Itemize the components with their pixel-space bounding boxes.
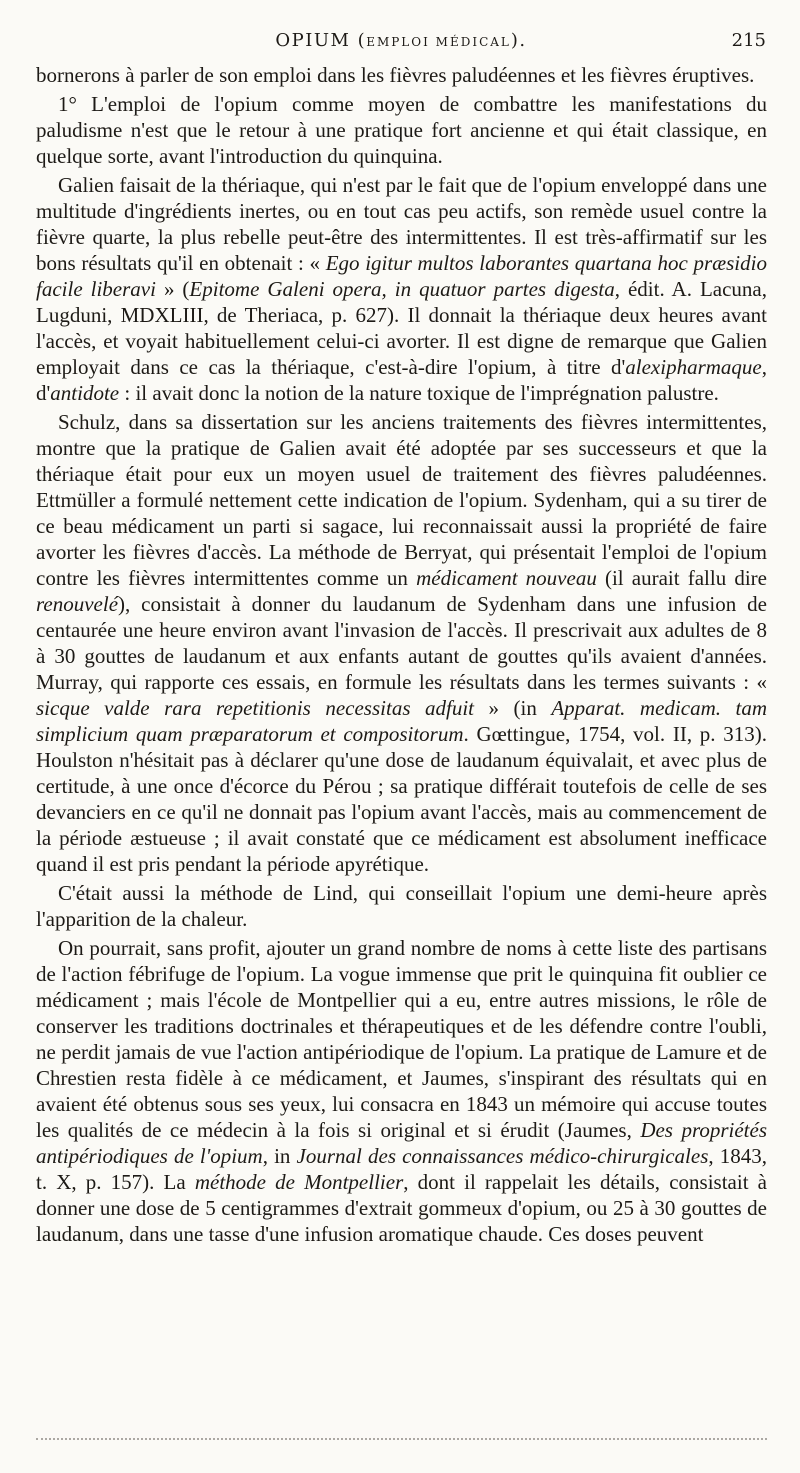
italic-run: alexipharmaque — [625, 355, 762, 379]
text-run: » ( — [155, 277, 190, 301]
text-run: ), consistait à donner du laudanum de Sydenham dans une infusion de centaurée une heure environ avant l'invasion de l'accès. Il prescrivait aux adultes de 8 à 30 gouttes de laudanum et aux enfants autant de gouttes qu'ils avaient d'années. Murray, qui rapporte ces essais, en formule les résultats dans les termes suivants : « — [36, 592, 767, 694]
text-run: , d' — [36, 355, 767, 405]
italic-run: renouvelé — [36, 592, 119, 616]
italic-run: Apparat. medicam. tam simplicium quam præparatorum et compositorum — [36, 696, 767, 746]
italic-run: Ego igitur multos laborantes quartana hoc præsidio facile liberavi — [36, 251, 767, 301]
italic-run: médicament nouveau — [416, 566, 597, 590]
text-run: Schulz, dans sa dissertation sur les anciens traitements des fièvres intermittentes, montre que la pratique de Galien avait été adoptée par ses successeurs et que la thériaque était pour eux un moyen usuel de traitement des fièvres paludéennes. Ettmüller a formulé nettement cette indication de l'opium. Sydenham, qui a su tirer de ce beau médicament un parti si sagace, lui reconnaissait aussi la propriété de faire avorter les fièvres d'accès. La méthode de Berryat, qui présentait l'emploi de l'opium contre les fièvres intermittentes comme un — [36, 410, 767, 590]
italic-run: Des propriétés antipériodiques de l'opium — [36, 1118, 767, 1168]
header-subtitle: EMPLOI MÉDICAL — [366, 35, 511, 49]
italic-run: sicque valde rara repetitionis necessitas adfuit — [36, 696, 475, 720]
text-run: : il avait donc la notion de la nature toxique de l'imprégnation palustre. — [119, 381, 719, 405]
italic-run: Journal des connaissances médico-chirurgicales — [296, 1144, 709, 1168]
running-header — [36, 30, 766, 56]
text-run: (il aurait fallu dire — [596, 566, 767, 590]
text-run: » (in — [474, 696, 552, 720]
running-title: OPIUM (EMPLOI MÉDICAL). — [275, 30, 527, 51]
text-run: , dont il rappelait les détails, consistait à donner une dose de 5 centigrammes d'extrait gommeux d'opium, ou 25 à 30 gouttes de laudanum, dans une tasse d'une infusion aromatique chaude. Ces doses peuvent — [36, 1170, 767, 1246]
paragraph — [36, 172, 767, 406]
text-run: , 1843, t. X, p. 157). La — [36, 1144, 767, 1194]
body-text — [36, 62, 767, 1250]
footer-rule — [36, 1438, 767, 1440]
text-run: Galien faisait de la thériaque, qui n'est par le fait que de l'opium enveloppé dans une multitude d'ingrédients inertes, ou en tout cas peu actifs, son remède usuel contre la fièvre quarte, la plus rebelle peut-être des intermittentes. Il est très-affirmatif sur les bons résultats qu'il en obtenait : « — [36, 173, 767, 275]
text-run: , édit. A. Lacuna, Lugduni, MDXLIII, de Theriaca, p. 627). Il donnait la thériaque deux heures avant l'accès, et voyait habituellement celui-ci avorter. Il est digne de remarque que Galien employait dans ce cas la thériaque, c'est-à-dire l'opium, à titre d' — [36, 277, 767, 379]
page-number: 215 — [731, 30, 766, 51]
header-title: OPIUM — [275, 30, 351, 51]
text-run: bornerons à parler de son emploi dans les fièvres paludéennes et les fièvres éruptives. — [36, 63, 755, 87]
paragraph — [36, 935, 767, 1247]
paragraph — [36, 409, 767, 877]
paragraph — [36, 62, 767, 88]
text-run: . Gœttingue, 1754, vol. II, p. 313). Houlston n'hésitait pas à déclarer qu'une dose de laudanum équivalait, et avec plus de certitude, à une once d'écorce du Pérou ; sa pratique différait toutefois de celle de ses devanciers en ce qu'il ne donnait pas l'opium avant l'accès, mais au commencement de la période æstueuse ; il avait constaté que ce médicament est absolument inefficace quand il est pris pendant la période apyrétique. — [36, 722, 767, 876]
paragraph — [36, 880, 767, 932]
text-run: On pourrait, sans profit, ajouter un grand nombre de noms à cette liste des partisans de l'action fébrifuge de l'opium. La vogue immense que prit le quinquina fit oublier ce médicament ; mais l'école de Montpellier qui a eu, entre autres missions, le rôle de conserver les traditions doctrinales et thérapeutiques et de les défendre contre l'oubli, ne perdit jamais de vue l'action antipériodique de l'opium. La pratique de Lamure et de Chrestien resta fidèle à ce médicament, et Jaumes, s'inspirant des résultats qui en avaient été obtenus sous ses yeux, lui consacra en 1843 un mémoire qui accuse toutes les qualités de ce médecin à la fois si original et si érudit (Jaumes, — [36, 936, 767, 1142]
italic-run: antidote — [50, 381, 120, 405]
text-run: , in — [262, 1144, 297, 1168]
italic-run: Epitome Galeni opera, in quatuor partes digesta — [189, 277, 615, 301]
paragraph — [36, 91, 767, 169]
italic-run: méthode de Montpellier — [194, 1170, 404, 1194]
text-run: 1° L'emploi de l'opium comme moyen de combattre les manifestations du paludisme n'est que le retour à une pratique fort ancienne et qui était classique, en quelque sorte, avant l'introduction du quinquina. — [36, 92, 767, 168]
text-run: C'était aussi la méthode de Lind, qui conseillait l'opium une demi-heure après l'apparition de la chaleur. — [36, 881, 767, 931]
